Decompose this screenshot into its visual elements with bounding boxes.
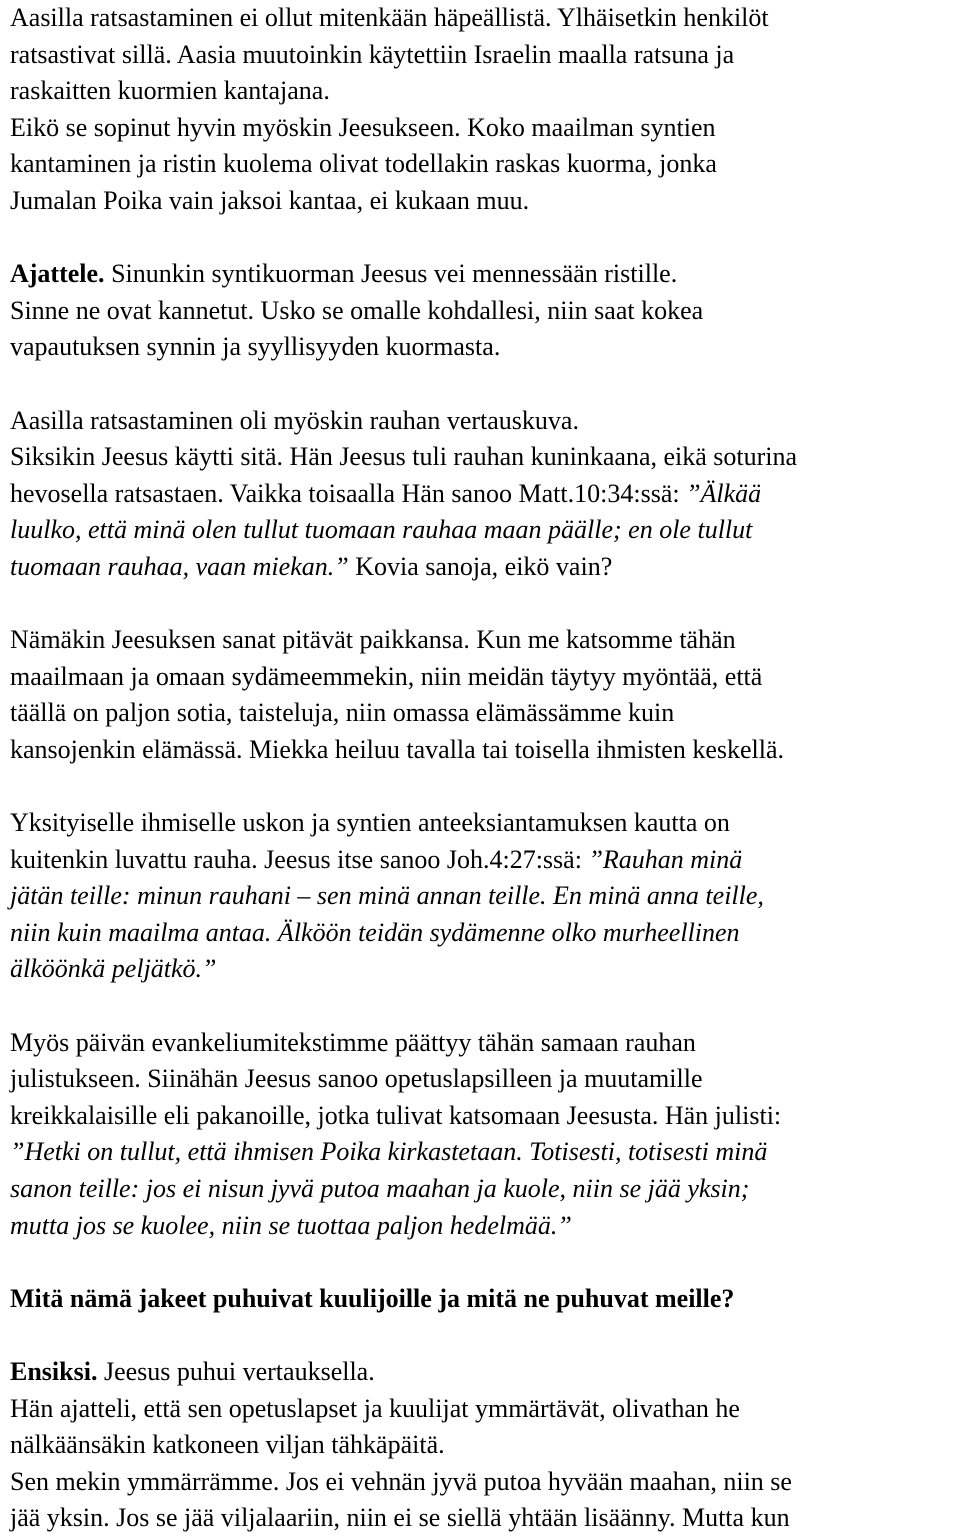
text-line	[10, 512, 958, 549]
paragraph	[10, 622, 958, 768]
paragraph-spacer	[10, 768, 958, 805]
text-line	[10, 659, 958, 696]
text-run: Yksityiselle ihmiselle uskon ja syntien anteeksiantamuksen kautta on	[10, 808, 730, 838]
text-line	[10, 329, 958, 366]
text-line	[10, 732, 958, 769]
text-run: täällä on paljon sotia, taisteluja, niin omassa elämässämme kuin	[10, 698, 675, 728]
text-line	[10, 1391, 958, 1428]
paragraph	[10, 1354, 958, 1537]
text-run: ratsastivat sillä. Aasia muutoinkin käytettiin Israelin maalla ratsuna ja	[10, 39, 735, 69]
paragraph	[10, 805, 958, 988]
paragraph-spacer	[10, 988, 958, 1025]
text-run: Aasilla ratsastaminen oli myöskin rauhan vertauskuva.	[10, 405, 579, 435]
text-line	[10, 1500, 958, 1537]
text-run: Hän ajatteli, että sen opetuslapset ja kuulijat ymmärtävät, olivathan he	[10, 1393, 740, 1423]
italic-text: ”Rauhan minä	[588, 844, 743, 874]
text-line	[10, 146, 958, 183]
text-line	[10, 1427, 958, 1464]
paragraph	[10, 403, 958, 586]
text-run: Aasilla ratsastaminen ei ollut mitenkään häpeällistä. Ylhäisetkin henkilöt	[10, 3, 769, 32]
text-run: Myös päivän evankeliumitekstimme päättyy tähän samaan rauhan	[10, 1027, 696, 1057]
text-line	[10, 1281, 958, 1318]
text-run: Siksikin Jeesus käytti sitä. Hän Jeesus tuli rauhan kuninkaana, eikä soturina	[10, 442, 798, 472]
italic-text: tuomaan rauhaa, vaan miekan.”	[10, 551, 349, 581]
text-run: Kovia sanoja, eikö vain?	[348, 551, 613, 581]
italic-text: sanon teille: jos ei nisun jyvä putoa maahan ja kuole, niin se jää yksin;	[10, 1174, 750, 1203]
paragraph-spacer	[10, 586, 958, 623]
text-line	[10, 293, 958, 330]
text-run: Nämäkin Jeesuksen sanat pitävät paikkansa. Kun me katsomme tähän	[10, 625, 736, 655]
text-line	[10, 1171, 958, 1208]
italic-text: niin kuin maailma antaa. Älköön teidän sydämenne olko murheellinen	[10, 917, 740, 947]
text-run: hevosella ratsastaen. Vaikka toisaalla Hän sanoo Matt.10:34:ssä:	[10, 478, 687, 508]
text-line	[10, 1061, 958, 1098]
text-line	[10, 695, 958, 732]
text-run: nälkäänsäkin katkoneen viljan tähkäpäitä.	[10, 1430, 445, 1460]
bold-text: Ajattele.	[10, 259, 105, 289]
text-run: Sinunkin syntikuorman Jeesus vei mennessään ristille.	[104, 259, 678, 289]
paragraph-spacer	[10, 1317, 958, 1354]
text-run: Jumalan Poika vain jaksoi kantaa, ei kukaan muu.	[10, 185, 530, 215]
text-run: Sen mekin ymmärrämme. Jos ei vehnän jyvä putoa hyvään maahan, niin se	[10, 1466, 792, 1496]
italic-text: ”Hetki on tullut, että ihmisen Poika kirkastetaan. Totisesti, totisesti minä	[10, 1137, 768, 1167]
paragraph	[10, 256, 958, 366]
text-line	[10, 439, 958, 476]
paragraph-spacer	[10, 220, 958, 257]
text-line	[10, 951, 958, 988]
text-line	[10, 622, 958, 659]
text-line	[10, 476, 958, 513]
text-line	[10, 842, 958, 879]
text-line	[10, 1354, 958, 1391]
text-line	[10, 1134, 958, 1171]
bold-text: Ensiksi.	[10, 1356, 98, 1386]
text-run: Jeesus puhui vertauksella.	[97, 1356, 375, 1386]
italic-text: luulko, että minä olen tullut tuomaan rauhaa maan päälle; en ole tullut	[10, 515, 753, 545]
text-run: raskaitten kuormien kantajana.	[10, 76, 330, 106]
text-run: kreikkalaisille eli pakanoille, jotka tulivat katsomaan Jeesusta. Hän julisti:	[10, 1100, 782, 1130]
text-run: julistukseen. Siinähän Jeesus sanoo opetuslapsilleen ja muutamille	[10, 1064, 703, 1094]
italic-text: mutta jos se kuolee, niin se tuottaa paljon hedelmää.”	[10, 1210, 572, 1240]
text-line	[10, 256, 958, 293]
italic-text: älköönkä peljätkö.”	[10, 954, 217, 984]
text-line	[10, 73, 958, 110]
paragraph	[10, 1025, 958, 1245]
text-line	[10, 403, 958, 440]
paragraph	[10, 1281, 958, 1318]
text-line	[10, 1025, 958, 1062]
text-line	[10, 110, 958, 147]
text-line	[10, 183, 958, 220]
text-line	[10, 37, 958, 74]
document-page	[10, 0, 958, 1537]
text-run: maailmaan ja omaan sydämeemmekin, niin meidän täytyy myöntää, että	[10, 661, 763, 691]
paragraph-spacer	[10, 366, 958, 403]
text-run: kansojenkin elämässä. Miekka heiluu tavalla tai toisella ihmisten keskellä.	[10, 734, 785, 764]
text-line	[10, 0, 958, 37]
text-line	[10, 1208, 958, 1245]
text-run: Eikö se sopinut hyvin myöskin Jeesukseen. Koko maailman syntien	[10, 112, 716, 142]
paragraph	[10, 0, 958, 220]
text-line	[10, 549, 958, 586]
italic-text: jätän teille: minun rauhani – sen minä annan teille. En minä anna teille,	[10, 881, 764, 911]
paragraph-spacer	[10, 1244, 958, 1281]
text-run: kantaminen ja ristin kuolema olivat todellakin raskas kuorma, jonka	[10, 149, 717, 179]
italic-text: ”Älkää	[686, 478, 762, 508]
text-line	[10, 1464, 958, 1501]
text-run: vapautuksen synnin ja syyllisyyden kuormasta.	[10, 332, 501, 362]
text-line	[10, 805, 958, 842]
text-run: Sinne ne ovat kannetut. Usko se omalle kohdallesi, niin saat kokea	[10, 295, 704, 325]
text-run: kuitenkin luvattu rauha. Jeesus itse sanoo Joh.4:27:ssä:	[10, 844, 589, 874]
text-line	[10, 915, 958, 952]
text-line	[10, 1098, 958, 1135]
text-run: jää yksin. Jos se jää viljalaariin, niin ei se siellä yhtään lisäänny. Mutta kun	[10, 1503, 790, 1533]
bold-text: Mitä nämä jakeet puhuivat kuulijoille ja mitä ne puhuvat meille?	[10, 1283, 735, 1313]
text-line	[10, 878, 958, 915]
